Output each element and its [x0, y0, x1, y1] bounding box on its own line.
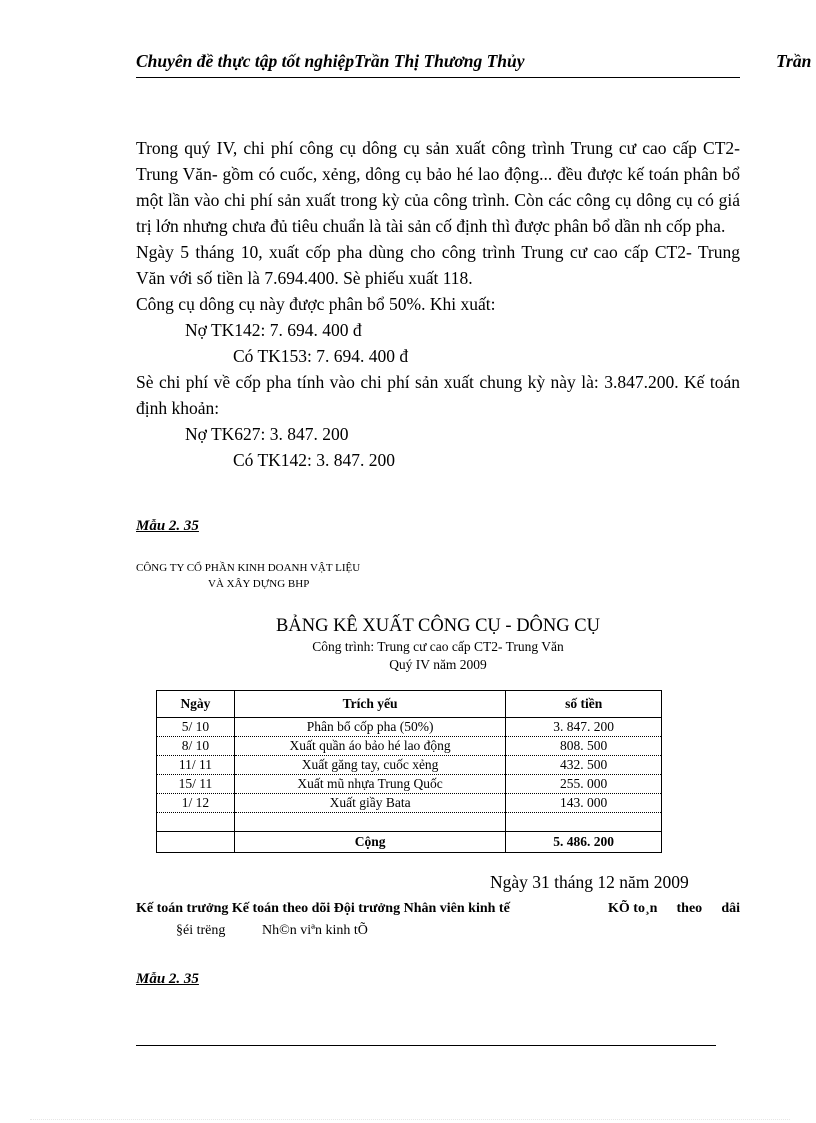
total-label: Cộng: [234, 832, 505, 853]
table-row: [157, 794, 662, 813]
company-name: [136, 560, 360, 592]
table-cell: Xuất găng tay, cuốc xẻng: [234, 756, 505, 775]
signature-title: Kế toán trưởng: [136, 901, 229, 916]
form-label: Mẫu 2. 35: [136, 518, 199, 534]
table-row: [157, 718, 662, 737]
table-cell: 1/ 12: [157, 794, 235, 813]
journal-entry-credit: Có TK142: 3. 847. 200: [233, 450, 396, 470]
table-cell: 143. 000: [506, 794, 662, 813]
table-row: [157, 756, 662, 775]
date-line: Ngày 31 tháng 12 năm 2009: [490, 872, 689, 892]
table-period: Quý IV năm 2009: [389, 657, 487, 672]
table-cell: [157, 813, 235, 832]
signature-title: [608, 901, 740, 917]
table-cell: 15/ 11: [157, 775, 235, 794]
header-divider: [136, 77, 740, 78]
column-header: Ngày: [157, 691, 235, 718]
company-line: CÔNG TY CỔ PHẦN KINH DOANH VẬT LIỆU: [136, 562, 361, 574]
table-cell: 255. 000: [506, 775, 662, 794]
table-cell: Phân bổ cốp pha (50%): [234, 718, 505, 737]
signature-title: Nhân viên kinh tế: [403, 901, 510, 916]
signature-title: §éi trëng: [176, 923, 226, 938]
table-title-block: [136, 614, 740, 674]
table-total-row: [157, 832, 662, 853]
signature-title-part: theo: [676, 901, 703, 916]
paragraph: Công cụ dông cụ này được phân bổ 50%. Khi xuất:: [136, 294, 496, 314]
column-header: số tiền: [506, 691, 662, 718]
page-header-title: Chuyên đề thực tập tốt nghiệpTrần Thị Thương Thủy: [136, 51, 525, 71]
table-project: Công trình: Trung cư cao cấp CT2- Trung Văn: [312, 639, 564, 654]
table-cell: [506, 813, 662, 832]
paragraph: Ngày 5 tháng 10, xuất cốp pha dùng cho công trình Trung cư cao cấp CT2- Trung Văn với số tiền là 7.694.400. Sè phiếu xuất 118.: [136, 242, 740, 288]
table-title: BẢNG KÊ XUẤT CÔNG CỤ - DÔNG CỤ: [276, 616, 600, 636]
company-line: VÀ XÂY DỰNG BHP: [208, 578, 310, 590]
paragraph: Sè chi phí về cốp pha tính vào chi phí sản xuất chung kỳ này là: 3.847.200. Kế toán định khoản:: [136, 372, 740, 418]
table-cell: [157, 832, 235, 853]
journal-entry-credit: Có TK153: 7. 694. 400 đ: [233, 346, 409, 366]
signature-title-part: dâi: [721, 901, 740, 916]
table-cell: 11/ 11: [157, 756, 235, 775]
signature-row: [136, 901, 740, 917]
table-cell: 3. 847. 200: [506, 718, 662, 737]
table-row: [157, 813, 662, 832]
table-cell: 8/ 10: [157, 737, 235, 756]
table-row: [157, 737, 662, 756]
signature-title: Kế toán theo dõi: [231, 901, 331, 916]
signature-title: Nh©n viªn kinh tÕ: [262, 923, 368, 938]
table-cell: 432. 500: [506, 756, 662, 775]
journal-entry-debit: Nợ TK627: 3. 847. 200: [185, 424, 349, 444]
paragraph: Trong quý IV, chi phí công cụ dông cụ sản xuất công trình Trung cư cao cấp CT2- Trung Văn- gồm có cuốc, xẻng, dông cụ bảo hé lao động... đều được kế toán phân bổ một lần vào chi phí sản xuất trong kỳ của công trình. Còn các công cụ dông cụ có giá trị lớn nhưng chưa đủ tiêu chuẩn là tài sản cố định thì được phân bổ dần nh cốp pha.: [136, 138, 740, 236]
footer-divider: [136, 1045, 716, 1046]
table-header-row: [157, 691, 662, 718]
page-header-author: Trần: [776, 51, 812, 71]
table-row: [157, 775, 662, 794]
journal-entry-debit: Nợ TK142: 7. 694. 400 đ: [185, 320, 362, 340]
form-label: Mẫu 2. 35: [136, 971, 199, 987]
column-header: Trích yếu: [234, 691, 505, 718]
table-cell: [234, 813, 505, 832]
signature-title-part: KÕ to¸n: [608, 901, 658, 916]
table-cell: 5/ 10: [157, 718, 235, 737]
table-cell: Xuất quần áo bảo hé lao động: [234, 737, 505, 756]
total-value: 5. 486. 200: [506, 832, 662, 853]
table-cell: 808. 500: [506, 737, 662, 756]
signature-title: Đội trưởng: [333, 901, 401, 916]
body-text: [136, 135, 740, 473]
page-edge-divider: [30, 1119, 790, 1120]
ledger-table: [156, 690, 662, 853]
table-cell: Xuất mũ nhựa Trung Quốc: [234, 775, 505, 794]
table-cell: Xuất giầy Bata: [234, 794, 505, 813]
